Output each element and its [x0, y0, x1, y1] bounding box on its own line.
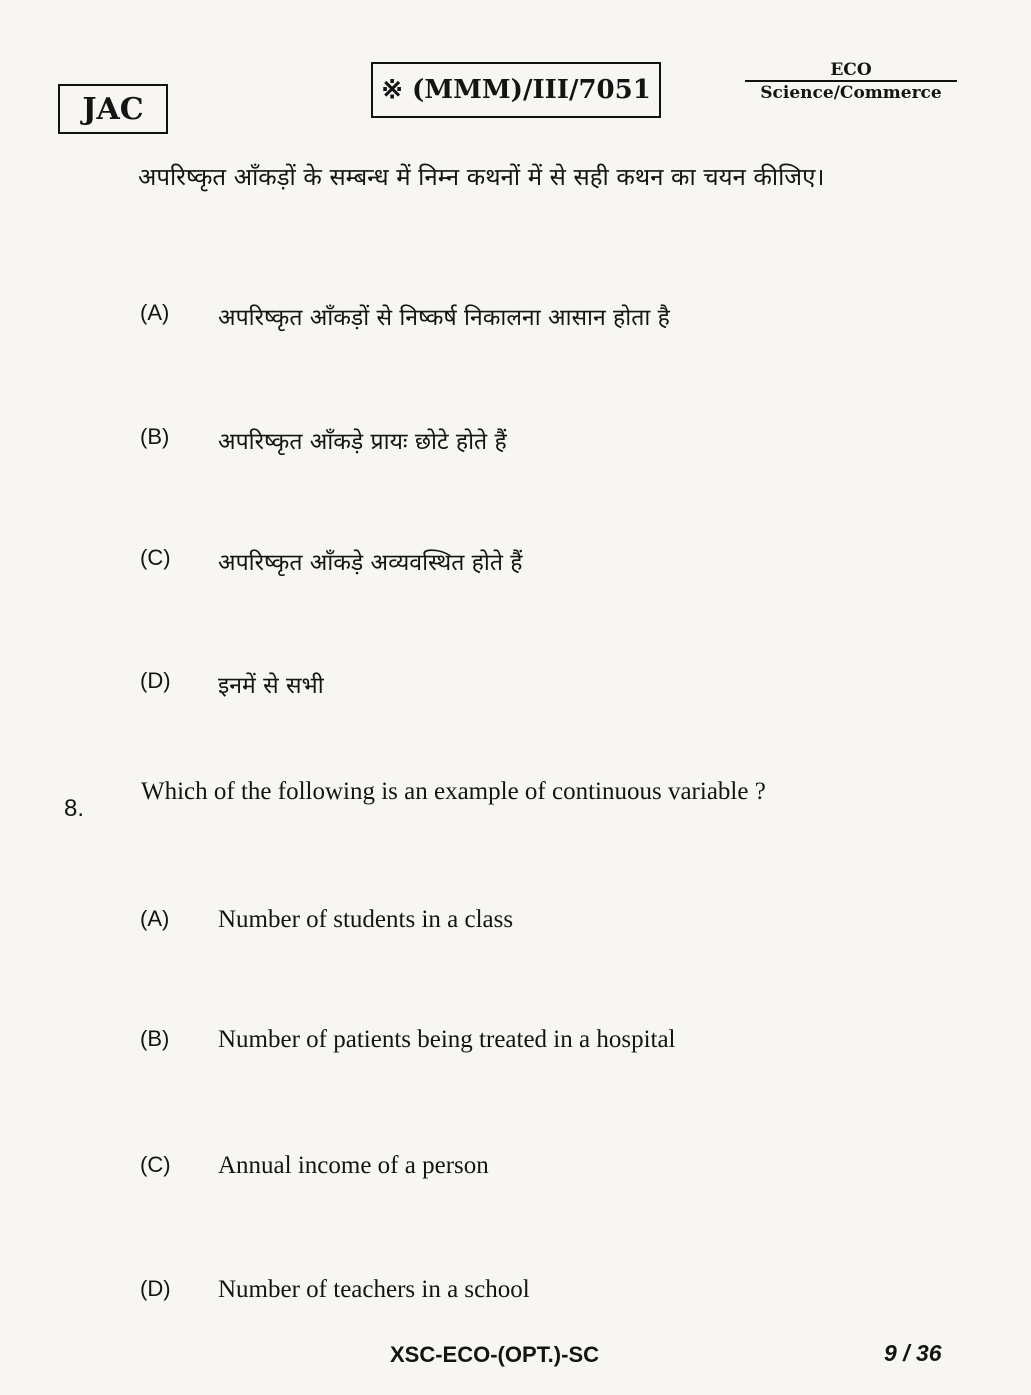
- q8-option-b: [140, 1026, 676, 1054]
- q7-option-b: [140, 424, 507, 456]
- option-label: (B): [140, 424, 170, 449]
- q8-option-c: [140, 1152, 489, 1180]
- page-number: 9 / 36: [884, 1340, 942, 1366]
- option-label: (A): [140, 300, 170, 325]
- subject-top: ECO: [745, 60, 957, 82]
- subject-label: [745, 60, 957, 104]
- option-text: Number of patients being treated in a hospital: [218, 1026, 676, 1053]
- subject-bottom: Science/Commerce: [760, 83, 942, 103]
- option-text: अपरिष्कृत आँकड़ों से निष्कर्ष निकालना आसान होता है: [218, 305, 670, 331]
- option-text: अपरिष्कृत आँकड़े प्रायः छोटे होते हैं: [218, 429, 507, 455]
- question-8-number: 8.: [64, 795, 85, 822]
- option-text: Number of teachers in a school: [218, 1276, 530, 1303]
- option-text: अपरिष्कृत आँकड़े अव्यवस्थित होते हैं: [218, 550, 523, 576]
- question-7-text: अपरिष्कृत आँकड़ों के सम्बन्ध में निम्न कथनों में से सही कथन का चयन कीजिए।: [138, 163, 825, 191]
- option-text: Annual income of a person: [218, 1152, 489, 1179]
- option-label: (D): [140, 1276, 171, 1301]
- option-label: (A): [140, 906, 170, 931]
- q7-option-d: [140, 668, 324, 700]
- option-text: इनमें से सभी: [218, 673, 324, 699]
- footer-code: XSC-ECO-(OPT.)-SC: [390, 1342, 599, 1367]
- q7-option-a: [140, 300, 670, 332]
- option-label: (C): [140, 545, 171, 570]
- option-label: (B): [140, 1026, 170, 1051]
- option-text: Number of students in a class: [218, 906, 514, 933]
- board-label: JAC: [58, 84, 168, 134]
- q7-option-c: [140, 545, 522, 577]
- option-label: (C): [140, 1152, 171, 1177]
- q8-option-a: [140, 906, 513, 934]
- q8-option-d: [140, 1276, 530, 1304]
- question-8-text: Which of the following is an example of continuous variable ?: [141, 778, 766, 805]
- paper-code: ※ (MMM)/III/7051: [371, 62, 661, 118]
- option-label: (D): [140, 668, 171, 693]
